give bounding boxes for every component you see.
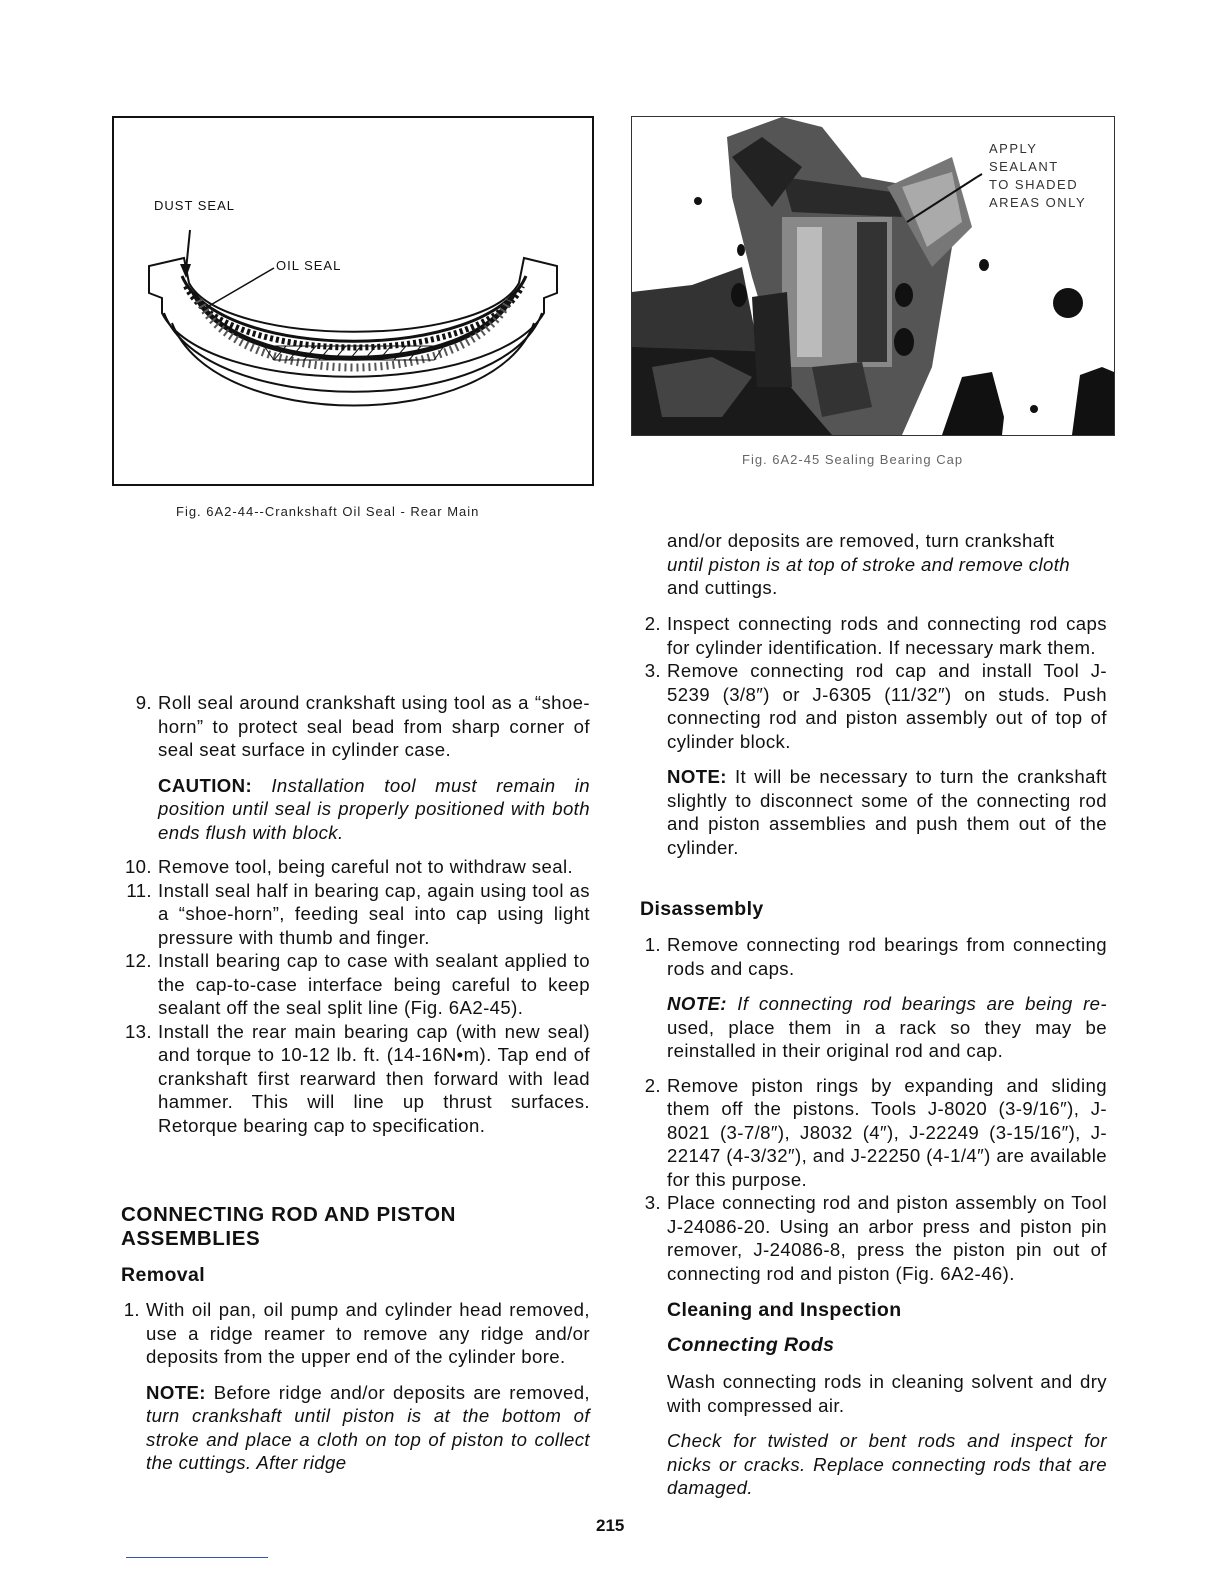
figure-45-caption: Fig. 6A2-45 Sealing Bearing Cap [742,452,964,467]
removal-step-1: 1. With oil pan, oil pump and cylinder head removed, use a ridge reamer to remove any ridge and/or deposits from the upper end of the cylinder bore. [123,1299,590,1367]
disassembly-steps [644,933,1107,1285]
bearing-reuse-note: NOTE: If connecting rod bearings are being re- used, place them in a rack so they may be reinstalled in their original rod and cap. [667,993,1107,1061]
turn-crankshaft-note: NOTE: It will be necessary to turn the crankshaft slightly to disconnect some of the connecting rod and piston assemblies and push them out of the cylinder. [667,766,1107,858]
step-13: 13. Install the rear main bearing cap (with new seal) and torque to 10-12 lb. ft. (14-16N•m). Tap end of crankshaft first rearward then forward with lead hammer. This will line up thrust surfaces. Retorque bearing cap to specification. [124,1020,590,1136]
callout-line-3: TO SHADED [989,177,1079,192]
caution-note: CAUTION: Installation tool must remain in position until seal is properly positioned with both ends flush with block. [158,774,590,843]
removal-heading: Removal [121,1264,206,1286]
step-12: 12. Install bearing cap to case with sealant applied to the cap-to-case interface being careful to keep sealant off the seal split line (Fig. 6A2-45). [124,950,590,1018]
right-removal-steps [644,612,1107,859]
callout-line-2: SEALANT [989,159,1059,174]
figure-sealing-bearing-cap [631,116,1115,436]
dust-seal-label: DUST SEAL [154,198,236,213]
right-column-continuation: and/or deposits are removed, turn crankshaft until piston is at top of stroke and remove cloth and cuttings. [667,530,1071,598]
figure-44-caption: Fig. 6A2-44--Crankshaft Oil Seal - Rear Main [176,504,480,519]
footer-rule [126,1557,268,1558]
disassembly-step-1: 1. Remove connecting rod bearings from connecting rods and caps. [644,934,1107,979]
bearing-cap-photo [632,117,1114,435]
page-number: 215 [596,1516,625,1535]
removal-step-2: 2. Inspect connecting rods and connecting rod caps for cylinder identification. If necessary mark them. [644,613,1107,658]
left-column [124,691,590,1137]
crankshaft-seal-drawing [114,118,592,484]
section-title-connecting-rod: CONNECTING ROD AND PISTON ASSEMBLIES [121,1203,457,1250]
cleaning-inspection-heading: Cleaning and Inspection [667,1299,902,1321]
disassembly-heading: Disassembly [640,898,764,920]
removal-steps [123,1298,590,1475]
disassembly-step-2: 2. Remove piston rings by expanding and sliding them off the pistons. Tools J-8020 (3-9/16″), J-8021 (3-7/8″), J8032 (4″), J-22249 (3-15/16″), J-22147 (4-3/32″), and J-22250 (4-1/4″) are available for this purpose. [644,1074,1107,1190]
check-paragraph: Check for twisted or bent rods and inspect for nicks or cracks. Replace connecting rods that are damaged. [667,1430,1107,1498]
callout-line-4: AREAS ONLY [989,195,1087,210]
callout-line-1: APPLY [989,141,1038,156]
step-11: 11. Install seal half in bearing cap, again using tool as a “shoe-horn”, feeding seal into cap using light pressure with thumb and finger. [126,879,590,948]
removal-step-3: 3. Remove connecting rod cap and install Tool J-5239 (3/8″) or J-6305 (11/32″) on studs. Push connecting rod and piston assembly out of top of cylinder block. [644,660,1107,752]
figure-crankshaft-oil-seal [112,116,594,486]
removal-note: NOTE: Before ridge and/or deposits are removed, turn crankshaft until piston is at the bottom of stroke and place a cloth on top of piston to collect the cuttings. After ridge [146,1381,590,1473]
connecting-rods-text [667,1370,1107,1500]
wash-paragraph: Wash connecting rods in cleaning solvent and dry with compressed air. [667,1371,1107,1416]
oil-seal-label: OIL SEAL [276,258,342,273]
step-10: 10. Remove tool, being careful not to withdraw seal. [124,856,574,877]
connecting-rods-heading: Connecting Rods [667,1334,835,1356]
step-9: 9. Roll seal around crankshaft using tool as a “shoe-horn” to protect seal bead from sharp corner of seal seat surface in cylinder case. [135,692,590,760]
disassembly-step-3: 3. Place connecting rod and piston assembly on Tool J-24086-20. Using an arbor press and piston pin remover, J-24086-8, press the piston pin out of connecting rod and piston (Fig. 6A2-46). [644,1192,1107,1284]
